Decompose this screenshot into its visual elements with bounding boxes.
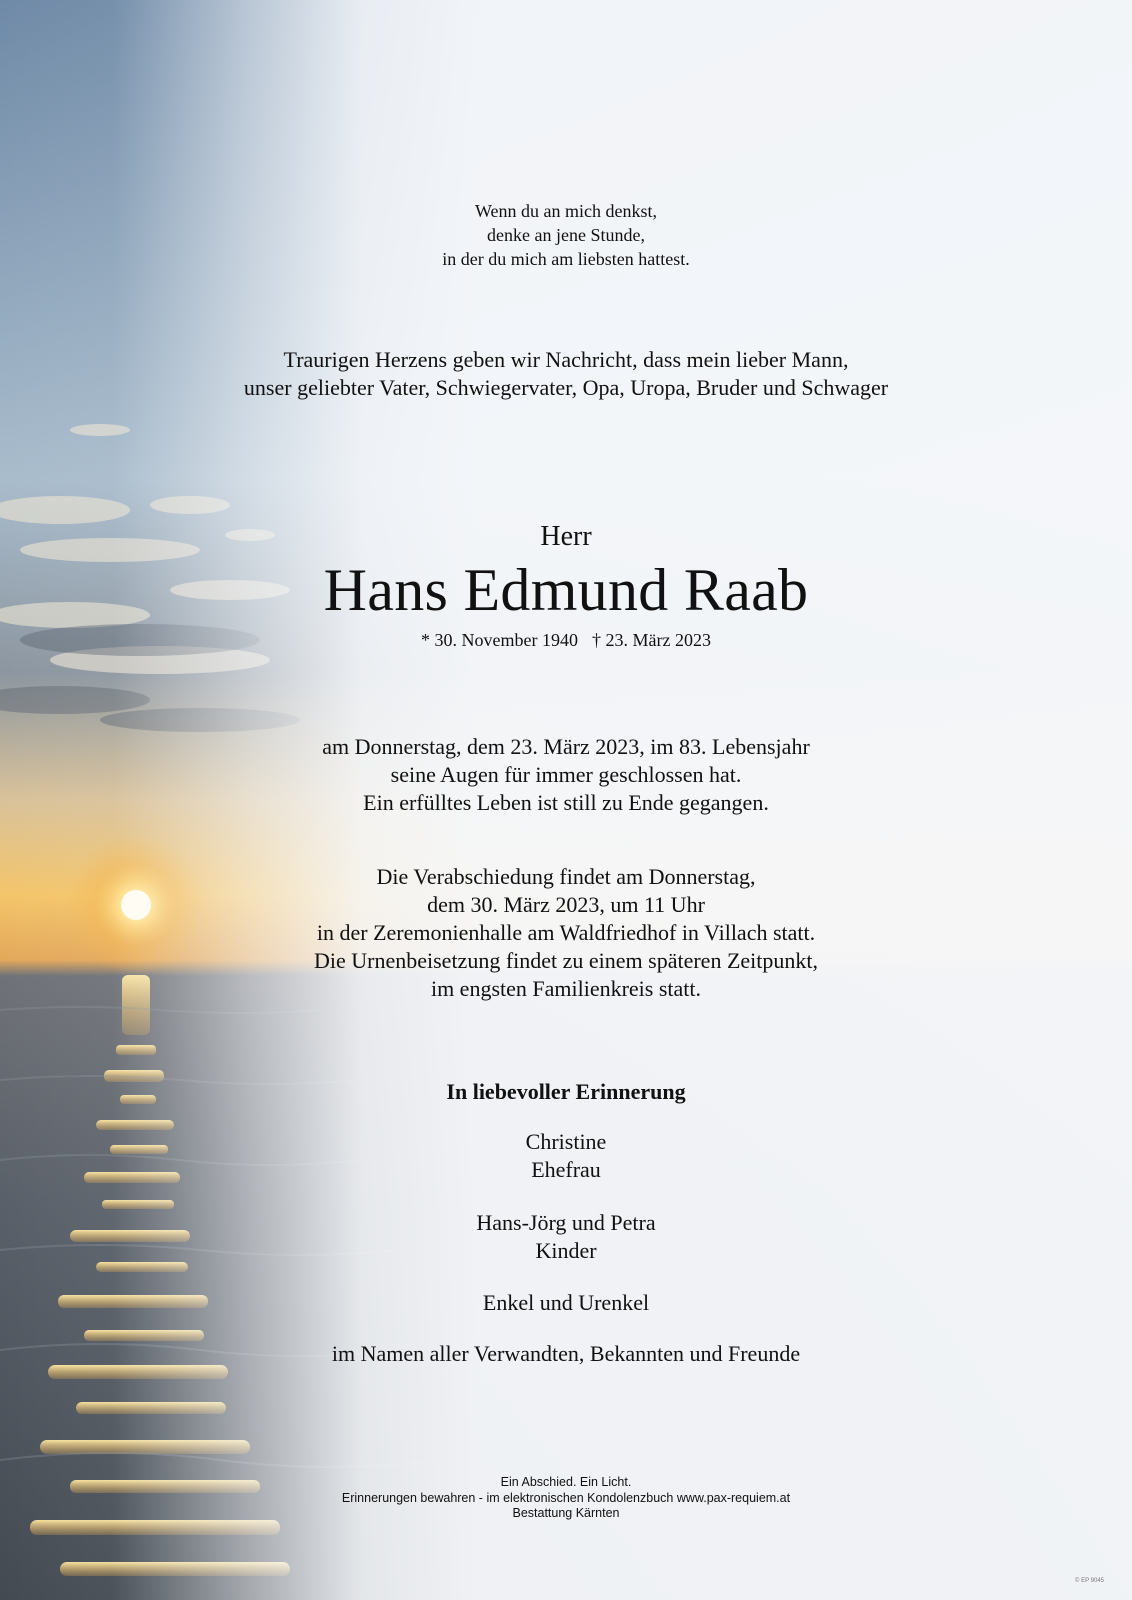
footer-condolence-link: Erinnerungen bewahren - im elektronischen Kondolenzbuch www.pax-requiem.at [341, 1490, 791, 1505]
death-notice-line: seine Augen für immer geschlossen hat. [390, 762, 742, 787]
mourner-names: Christine [525, 1129, 607, 1154]
mourner-relation: Ehefrau [531, 1157, 601, 1182]
intro-line: unser geliebter Vater, Schwiegervater, Opa, Uropa, Bruder und Schwager [243, 375, 889, 400]
death-notice [0, 733, 1132, 817]
ceremony-line: Die Verabschiedung findet am Donnerstag, [376, 864, 756, 889]
footer-tagline: Ein Abschied. Ein Licht. [500, 1475, 632, 1489]
mourner-names: Hans-Jörg und Petra [476, 1210, 656, 1235]
death-date: † 23. März 2023 [592, 630, 711, 650]
birth-date: * 30. November 1940 [421, 630, 578, 650]
motto-line: Wenn du an mich denkst, [474, 201, 657, 221]
copyright-mark: © EP 9045 [1075, 1578, 1104, 1584]
motto-line: denke an jene Stunde, [487, 225, 645, 245]
mourner-group-grandchildren [0, 1289, 1132, 1317]
motto-poem [0, 199, 1132, 271]
mourner-names: Enkel und Urenkel [482, 1290, 650, 1315]
ceremony-line: im engsten Familienkreis statt. [430, 976, 702, 1001]
footer [0, 1475, 1132, 1522]
death-notice-line: am Donnerstag, dem 23. März 2023, im 83. Lebensjahr [322, 734, 810, 759]
intro-line: Traurigen Herzens geben wir Nachricht, dass mein lieber Mann, [283, 347, 849, 372]
ceremony-details [0, 863, 1132, 1003]
memory-heading: In liebevoller Erinnerung [446, 1079, 686, 1104]
ceremony-line: dem 30. März 2023, um 11 Uhr [427, 892, 705, 917]
footer-funeral-home: Bestattung Kärnten [512, 1506, 620, 1520]
announcement-intro [0, 346, 1132, 402]
mourner-relation: Kinder [535, 1238, 597, 1263]
mourner-names: im Namen aller Verwandten, Bekannten und Freunde [331, 1341, 801, 1366]
deceased-name: Hans Edmund Raab [323, 557, 809, 623]
death-notice-line: Ein erfülltes Leben ist still zu Ende gegangen. [363, 790, 769, 815]
ceremony-line: Die Urnenbeisetzung findet zu einem späteren Zeitpunkt, [314, 948, 818, 973]
mourner-group-spouse [0, 1128, 1132, 1184]
motto-line: in der du mich am liebsten hattest. [442, 249, 690, 269]
life-dates [0, 628, 1132, 652]
ceremony-line: in der Zeremonienhalle am Waldfriedhof in Villach statt. [316, 920, 816, 945]
mourner-group-children [0, 1209, 1132, 1265]
mourner-group-relatives [0, 1340, 1132, 1368]
salutation: Herr [540, 521, 592, 552]
